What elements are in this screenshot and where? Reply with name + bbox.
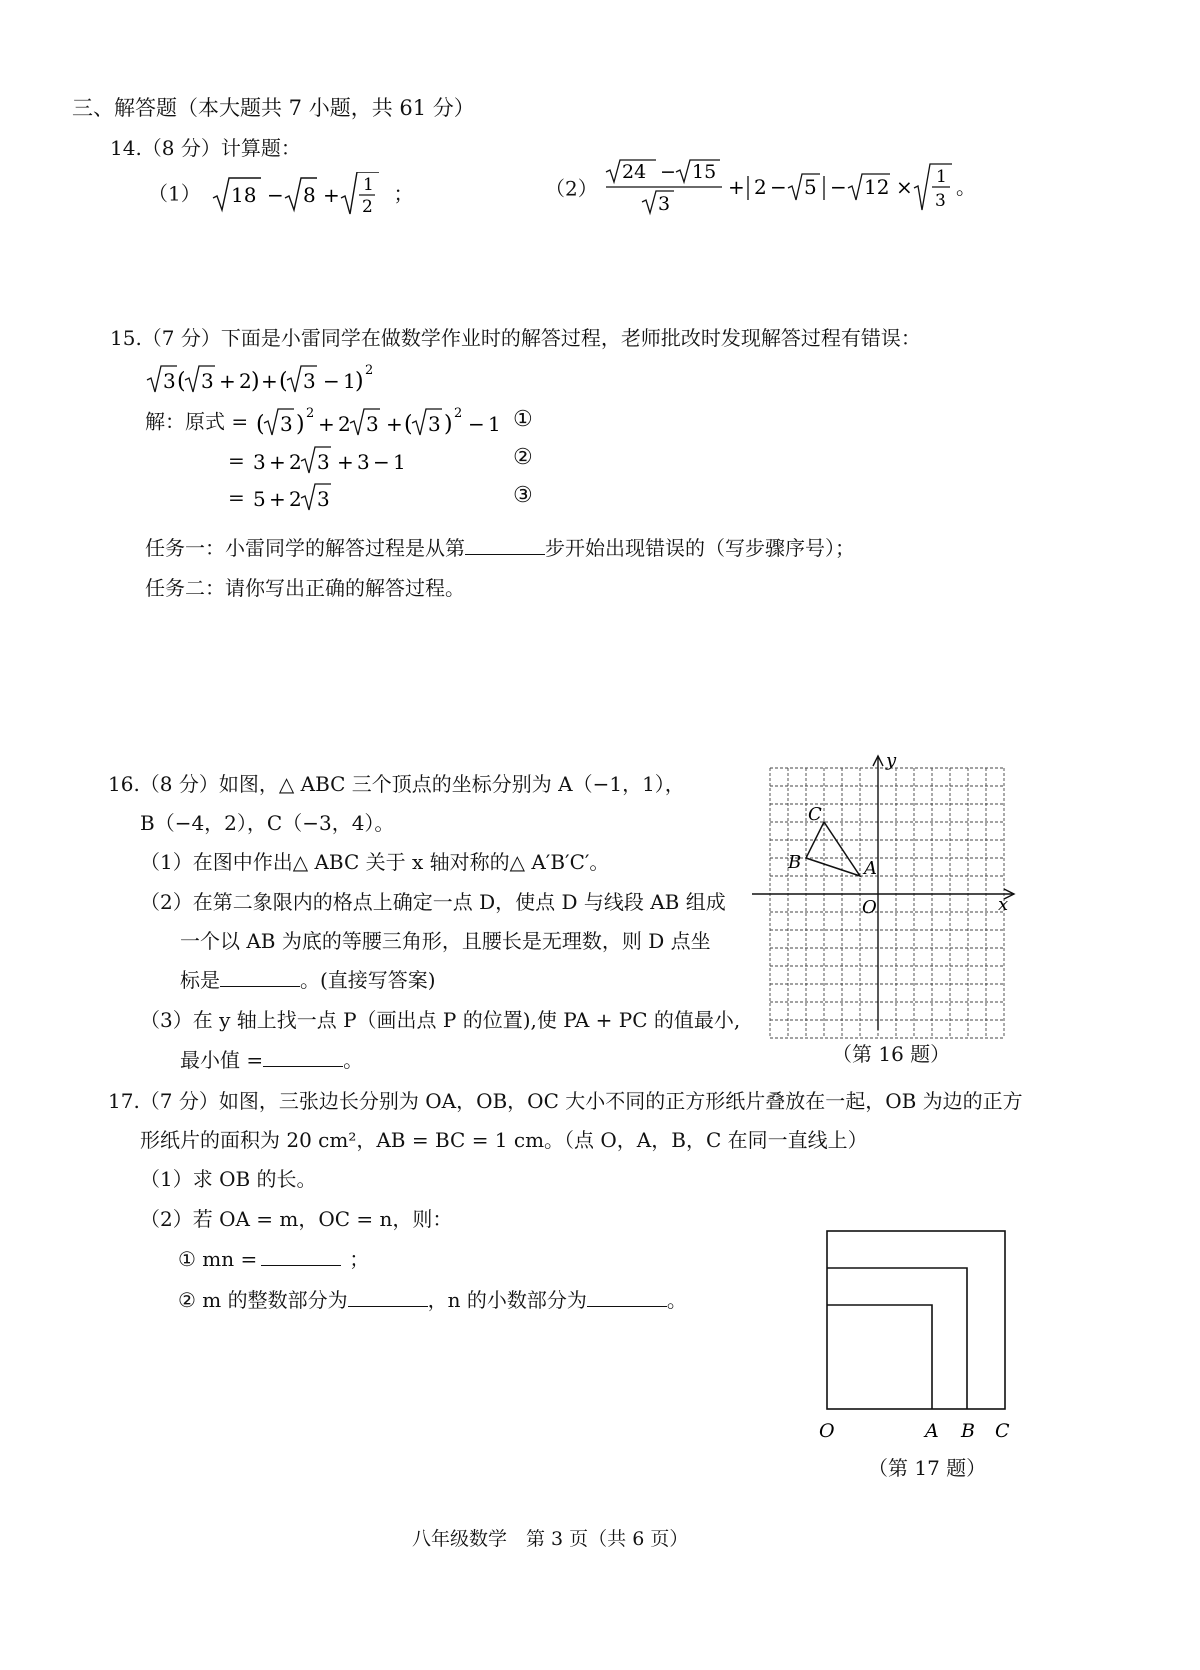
- q17-sub2-text-c: 。: [666, 1288, 687, 1312]
- svg-text:2: 2: [338, 412, 352, 436]
- svg-text:3: 3: [658, 193, 671, 215]
- q15-task1-text-a: 任务一：小雷同学的解答过程是从第: [145, 536, 465, 560]
- q17-label-o: O: [819, 1420, 835, 1442]
- svg-text:2: 2: [365, 363, 374, 378]
- svg-text:+: +: [323, 183, 340, 207]
- q17-figure-caption: （第 17 题）: [868, 1456, 987, 1480]
- q16-label-c: C: [808, 804, 822, 825]
- svg-text:−: −: [830, 175, 847, 199]
- svg-text:−: −: [323, 369, 340, 393]
- svg-text:+: +: [728, 175, 745, 199]
- q17-squares-figure: [815, 1225, 1030, 1445]
- q15-step1-prefix: 解：原式 =: [145, 409, 249, 434]
- svg-text:3: 3: [317, 487, 330, 511]
- q16-part2-a: （2）在第二象限内的格点上确定一点 D，使点 D 与线段 AB 组成: [140, 890, 726, 914]
- q16-origin-label: O: [862, 897, 877, 918]
- svg-text:+: +: [269, 450, 286, 474]
- svg-text:(: (: [256, 412, 266, 437]
- q17-sub2-text-a: ② m 的整数部分为: [178, 1288, 348, 1312]
- svg-text:15: 15: [692, 161, 717, 183]
- q16-grid-lines: [770, 768, 1004, 1038]
- q14-part1-formula: [207, 172, 387, 218]
- q17-label-b: B: [961, 1420, 975, 1442]
- q15-task1-blank[interactable]: [465, 536, 545, 555]
- svg-text:2: 2: [239, 369, 252, 393]
- q16-part1: （1）在图中作出△ ABC 关于 x 轴对称的△ A′B′C′。: [140, 850, 610, 874]
- svg-text:+: +: [219, 369, 236, 393]
- q16-line1: 16.（8 分）如图，△ ABC 三个顶点的坐标分别为 A（−1，1），: [108, 772, 685, 796]
- q17-label-a: A: [925, 1420, 939, 1442]
- q17-sub2: [178, 1284, 687, 1313]
- svg-text:3: 3: [935, 191, 946, 211]
- q15-step2: [228, 445, 451, 479]
- q15-task2: 任务二：请你写出正确的解答过程。: [145, 576, 465, 600]
- svg-text:1: 1: [343, 369, 356, 393]
- q15-header: 15.（7 分）下面是小雷同学在做数学作业时的解答过程，老师批改时发现解答过程有错误：: [110, 326, 921, 350]
- q16-label-a: A: [864, 858, 877, 879]
- q16-triangle-abc: [806, 822, 860, 876]
- q17-sub1: [178, 1243, 369, 1272]
- svg-text:。: 。: [956, 175, 977, 199]
- svg-text:2: 2: [454, 406, 463, 421]
- q15-expression-formula: [145, 358, 385, 398]
- svg-text:(: (: [279, 369, 288, 394]
- svg-text:(: (: [404, 412, 414, 437]
- svg-text:+: +: [337, 450, 354, 474]
- svg-text:2: 2: [754, 175, 767, 199]
- q15-task1-text-b: 步开始出现错误的（写步骤序号）；: [545, 536, 855, 560]
- svg-text:+: +: [269, 487, 286, 511]
- q17-mn-blank[interactable]: [261, 1247, 341, 1266]
- q17-sub1-text-b: ；: [349, 1247, 370, 1271]
- svg-text:−: −: [373, 450, 390, 474]
- q16-coordinate-grid-figure: [752, 750, 1022, 1040]
- q15-step3: [228, 482, 371, 516]
- svg-text:2: 2: [306, 406, 315, 421]
- svg-text:2: 2: [289, 450, 302, 474]
- q15-step1-number: ①: [513, 407, 533, 432]
- svg-text:3: 3: [366, 412, 380, 436]
- q16-label-b: B: [788, 852, 802, 873]
- section-title: 三、解答题（本大题共 7 小题，共 61 分）: [72, 96, 475, 120]
- svg-text:24: 24: [622, 161, 647, 183]
- svg-text:5: 5: [804, 175, 817, 199]
- svg-text:5: 5: [253, 487, 266, 511]
- q17-sub2-text-b: ，n 的小数部分为: [427, 1288, 587, 1312]
- page-footer: 八年级数学 第 3 页（共 6 页）: [412, 1528, 689, 1550]
- q15-step3-formula: [251, 482, 371, 516]
- q15-step1: [145, 405, 534, 441]
- q16-d-coordinate-blank[interactable]: [220, 968, 300, 987]
- svg-text:+: +: [261, 369, 278, 393]
- q16-part3-b-text-b: 。: [343, 1048, 364, 1072]
- svg-text:): ): [355, 369, 364, 394]
- q17-part2: （2）若 OA = m，OC = n，则：: [140, 1207, 453, 1231]
- q16-part2-b: 一个以 AB 为底的等腰三角形，且腰长是无理数，则 D 点坐: [180, 929, 711, 953]
- q17-square-ob: [827, 1268, 967, 1409]
- svg-text:): ): [251, 369, 260, 394]
- svg-text:3: 3: [428, 412, 442, 436]
- svg-text:3: 3: [303, 369, 316, 393]
- svg-text:3: 3: [253, 450, 266, 474]
- svg-text:−: −: [660, 161, 677, 183]
- svg-text:1: 1: [393, 450, 406, 474]
- q16-x-axis-label: x: [998, 894, 1009, 915]
- svg-text:): ): [444, 412, 454, 437]
- q16-part2-c-text-a: 标是: [180, 968, 220, 992]
- q14-part1-label: （1）: [148, 181, 201, 206]
- svg-text:×: ×: [896, 175, 913, 199]
- svg-text:1: 1: [363, 175, 374, 195]
- q14-part1: （1） 18 − 8 + 1 2 ；: [148, 172, 413, 218]
- svg-text:(: (: [177, 369, 186, 394]
- svg-text:+: +: [386, 412, 404, 436]
- svg-text:1: 1: [936, 167, 947, 187]
- q16-min-value-blank[interactable]: [263, 1048, 343, 1067]
- q16-line2: B（−4，2），C（−3，4）。: [140, 811, 395, 835]
- q16-part3-b-text-a: 最小值 =: [180, 1048, 264, 1072]
- q17-label-c: C: [995, 1420, 1010, 1442]
- q17-part1: （1）求 OB 的长。: [140, 1167, 317, 1191]
- q15-step1-formula: [254, 405, 534, 441]
- svg-text:1: 1: [488, 412, 502, 436]
- svg-text:+: +: [318, 412, 336, 436]
- q16-y-axis-label: y: [886, 750, 897, 771]
- q14-header: 14.（8 分）计算题：: [110, 136, 301, 160]
- q17-line1: 17.（7 分）如图，三张边长分别为 OA，OB，OC 大小不同的正方形纸片叠放在一起，OB 为边的正方: [108, 1089, 1023, 1113]
- q17-n-decimal-part-blank[interactable]: [587, 1288, 667, 1307]
- svg-text:): ): [296, 412, 306, 437]
- q15-expression: [145, 358, 385, 403]
- q16-part2-c-text-b: 。(直接写答案): [300, 968, 436, 992]
- svg-text:18: 18: [231, 183, 257, 207]
- svg-text:3: 3: [163, 369, 176, 393]
- svg-text:3: 3: [317, 450, 330, 474]
- q15-task1: [145, 532, 855, 561]
- q14-part2: [545, 158, 984, 216]
- svg-text:2: 2: [289, 487, 302, 511]
- q16-part3-b: [180, 1044, 363, 1073]
- q16-part3-a: （3）在 y 轴上找一点 P（画出点 P 的位置),使 PA + PC 的值最小,: [140, 1008, 741, 1032]
- svg-text:3: 3: [280, 412, 294, 436]
- svg-text:−: −: [770, 175, 787, 199]
- q17-m-integer-part-blank[interactable]: [348, 1288, 428, 1307]
- q15-step2-prefix: =: [228, 448, 245, 473]
- q14-part2-formula: [604, 158, 984, 216]
- svg-text:2: 2: [362, 197, 373, 217]
- q17-line2: 形纸片的面积为 20 cm²，AB = BC = 1 cm。（点 O，A，B，C 在同一直线上）: [140, 1128, 868, 1152]
- svg-text:−: −: [267, 183, 284, 207]
- q15-step2-number: ②: [513, 445, 533, 470]
- q15-step3-prefix: =: [228, 485, 245, 510]
- svg-text:12: 12: [864, 175, 890, 199]
- q15-step2-formula: [251, 445, 451, 479]
- svg-text:3: 3: [357, 450, 370, 474]
- q15-step3-number: ③: [513, 483, 533, 508]
- q17-square-oa: [827, 1305, 932, 1409]
- q17-square-oc: [827, 1231, 1005, 1409]
- q14-part2-label: （2）: [545, 176, 598, 201]
- q16-figure-caption: （第 16 题）: [832, 1042, 951, 1066]
- svg-text:8: 8: [303, 183, 316, 207]
- svg-text:−: −: [468, 412, 486, 436]
- q17-sub1-text-a: ① mn =: [178, 1247, 258, 1271]
- q16-part2-c: [180, 964, 436, 993]
- svg-text:3: 3: [201, 369, 214, 393]
